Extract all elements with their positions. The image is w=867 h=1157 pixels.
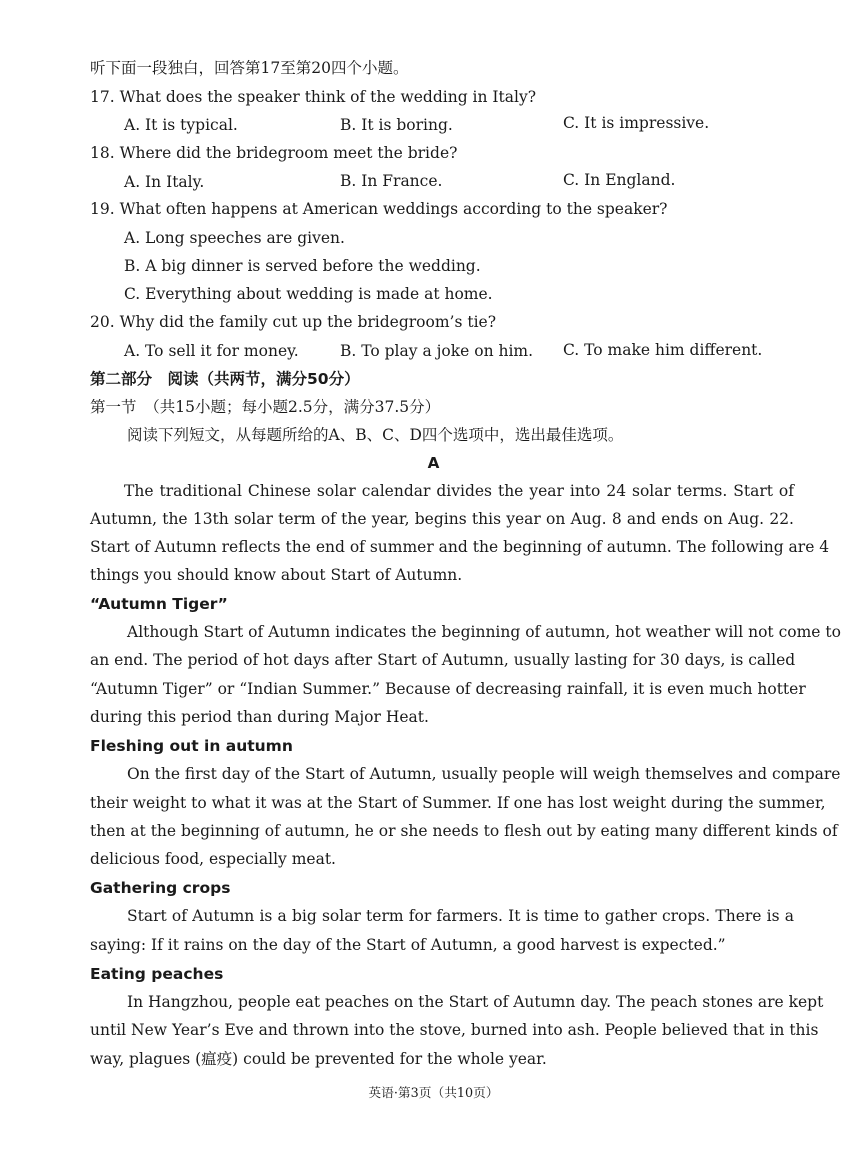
reading-instruction: 阅读下列短文，从每题所给的A、B、C、D四个选项中，选出最佳选项。: [127, 426, 624, 444]
question-19-option-c: C. Everything about wedding is made at home.: [124, 285, 493, 303]
question-18-option-c: C. In England.: [563, 171, 676, 189]
question-18-option-a: A. In Italy.: [124, 173, 205, 191]
listening-intro: 听下面一段独白，回答第17至第20四个小题。: [90, 59, 409, 77]
question-17-stem: 17. What does the speaker think of the wedding in Italy?: [90, 88, 537, 106]
section1-heading: 第一节 （共15小题；每小题2.5分，满分37.5分）: [90, 398, 441, 416]
question-17-option-a: A. It is typical.: [124, 116, 238, 134]
paragraph-line: Although Start of Autumn indicates the beginning of autumn, hot weather will not come to: [127, 623, 841, 641]
passage-intro-line: things you should know about Start of Autumn.: [90, 566, 463, 584]
question-19-option-a: A. Long speeches are given.: [124, 229, 345, 247]
paragraph-line: “Autumn Tiger” or “Indian Summer.” Because of decreasing rainfall, it is even much hotter: [90, 680, 806, 698]
question-20-option-c: C. To make him different.: [563, 341, 763, 359]
page-footer: 英语·第3页（共10页）: [368, 1086, 499, 1101]
section-title-fleshing-out: Fleshing out in autumn: [90, 737, 293, 755]
question-20-stem: 20. Why did the family cut up the bridegroom’s tie?: [90, 313, 497, 331]
paragraph-line: an end. The period of hot days after Start of Autumn, usually lasting for 30 days, is called: [90, 651, 796, 669]
question-17-option-b: B. It is boring.: [340, 116, 453, 134]
section-title-eating-peaches: Eating peaches: [90, 965, 224, 983]
paragraph-line: way, plagues (瘟疫) could be prevented for the whole year.: [90, 1050, 547, 1068]
paragraph-line: Start of Autumn is a big solar term for farmers. It is time to gather crops. There is a: [127, 907, 794, 925]
question-20-option-a: A. To sell it for money.: [124, 342, 299, 360]
passage-intro-line: Start of Autumn reflects the end of summer and the beginning of autumn. The following are 4: [90, 538, 830, 556]
question-18-stem: 18. Where did the bridegroom meet the bride?: [90, 144, 458, 162]
paragraph-line: delicious food, especially meat.: [90, 850, 336, 868]
passage-label: A: [427, 454, 440, 472]
paragraph-line: until New Year’s Eve and thrown into the stove, burned into ash. People believed that in this: [90, 1021, 819, 1039]
passage-intro-line: The traditional Chinese solar calendar divides the year into 24 solar terms. Start of: [124, 482, 794, 500]
question-17-option-c: C. It is impressive.: [563, 114, 710, 132]
section-title-autumn-tiger: “Autumn Tiger”: [90, 595, 228, 613]
question-18-option-b: B. In France.: [340, 172, 443, 190]
passage-intro-line: Autumn, the 13th solar term of the year, begins this year on Aug. 8 and ends on Aug. 22.: [90, 510, 794, 528]
question-19-stem: 19. What often happens at American weddings according to the speaker?: [90, 200, 668, 218]
part2-heading: 第二部分 阅读（共两节，满分50分）: [90, 370, 360, 388]
paragraph-line: In Hangzhou, people eat peaches on the Start of Autumn day. The peach stones are kept: [127, 993, 824, 1011]
paragraph-line: saying: If it rains on the day of the Start of Autumn, a good harvest is expected.”: [90, 936, 726, 954]
section-title-gathering-crops: Gathering crops: [90, 879, 231, 897]
paragraph-line: then at the beginning of autumn, he or she needs to flesh out by eating many different kinds of: [90, 822, 838, 840]
paragraph-line: during this period than during Major Heat.: [90, 708, 429, 726]
question-19-option-b: B. A big dinner is served before the wedding.: [124, 257, 481, 275]
paragraph-line: On the first day of the Start of Autumn, usually people will weigh themselves and compare: [127, 765, 841, 783]
paragraph-line: their weight to what it was at the Start of Summer. If one has lost weight during the summer,: [90, 794, 826, 812]
question-20-option-b: B. To play a joke on him.: [340, 342, 534, 360]
